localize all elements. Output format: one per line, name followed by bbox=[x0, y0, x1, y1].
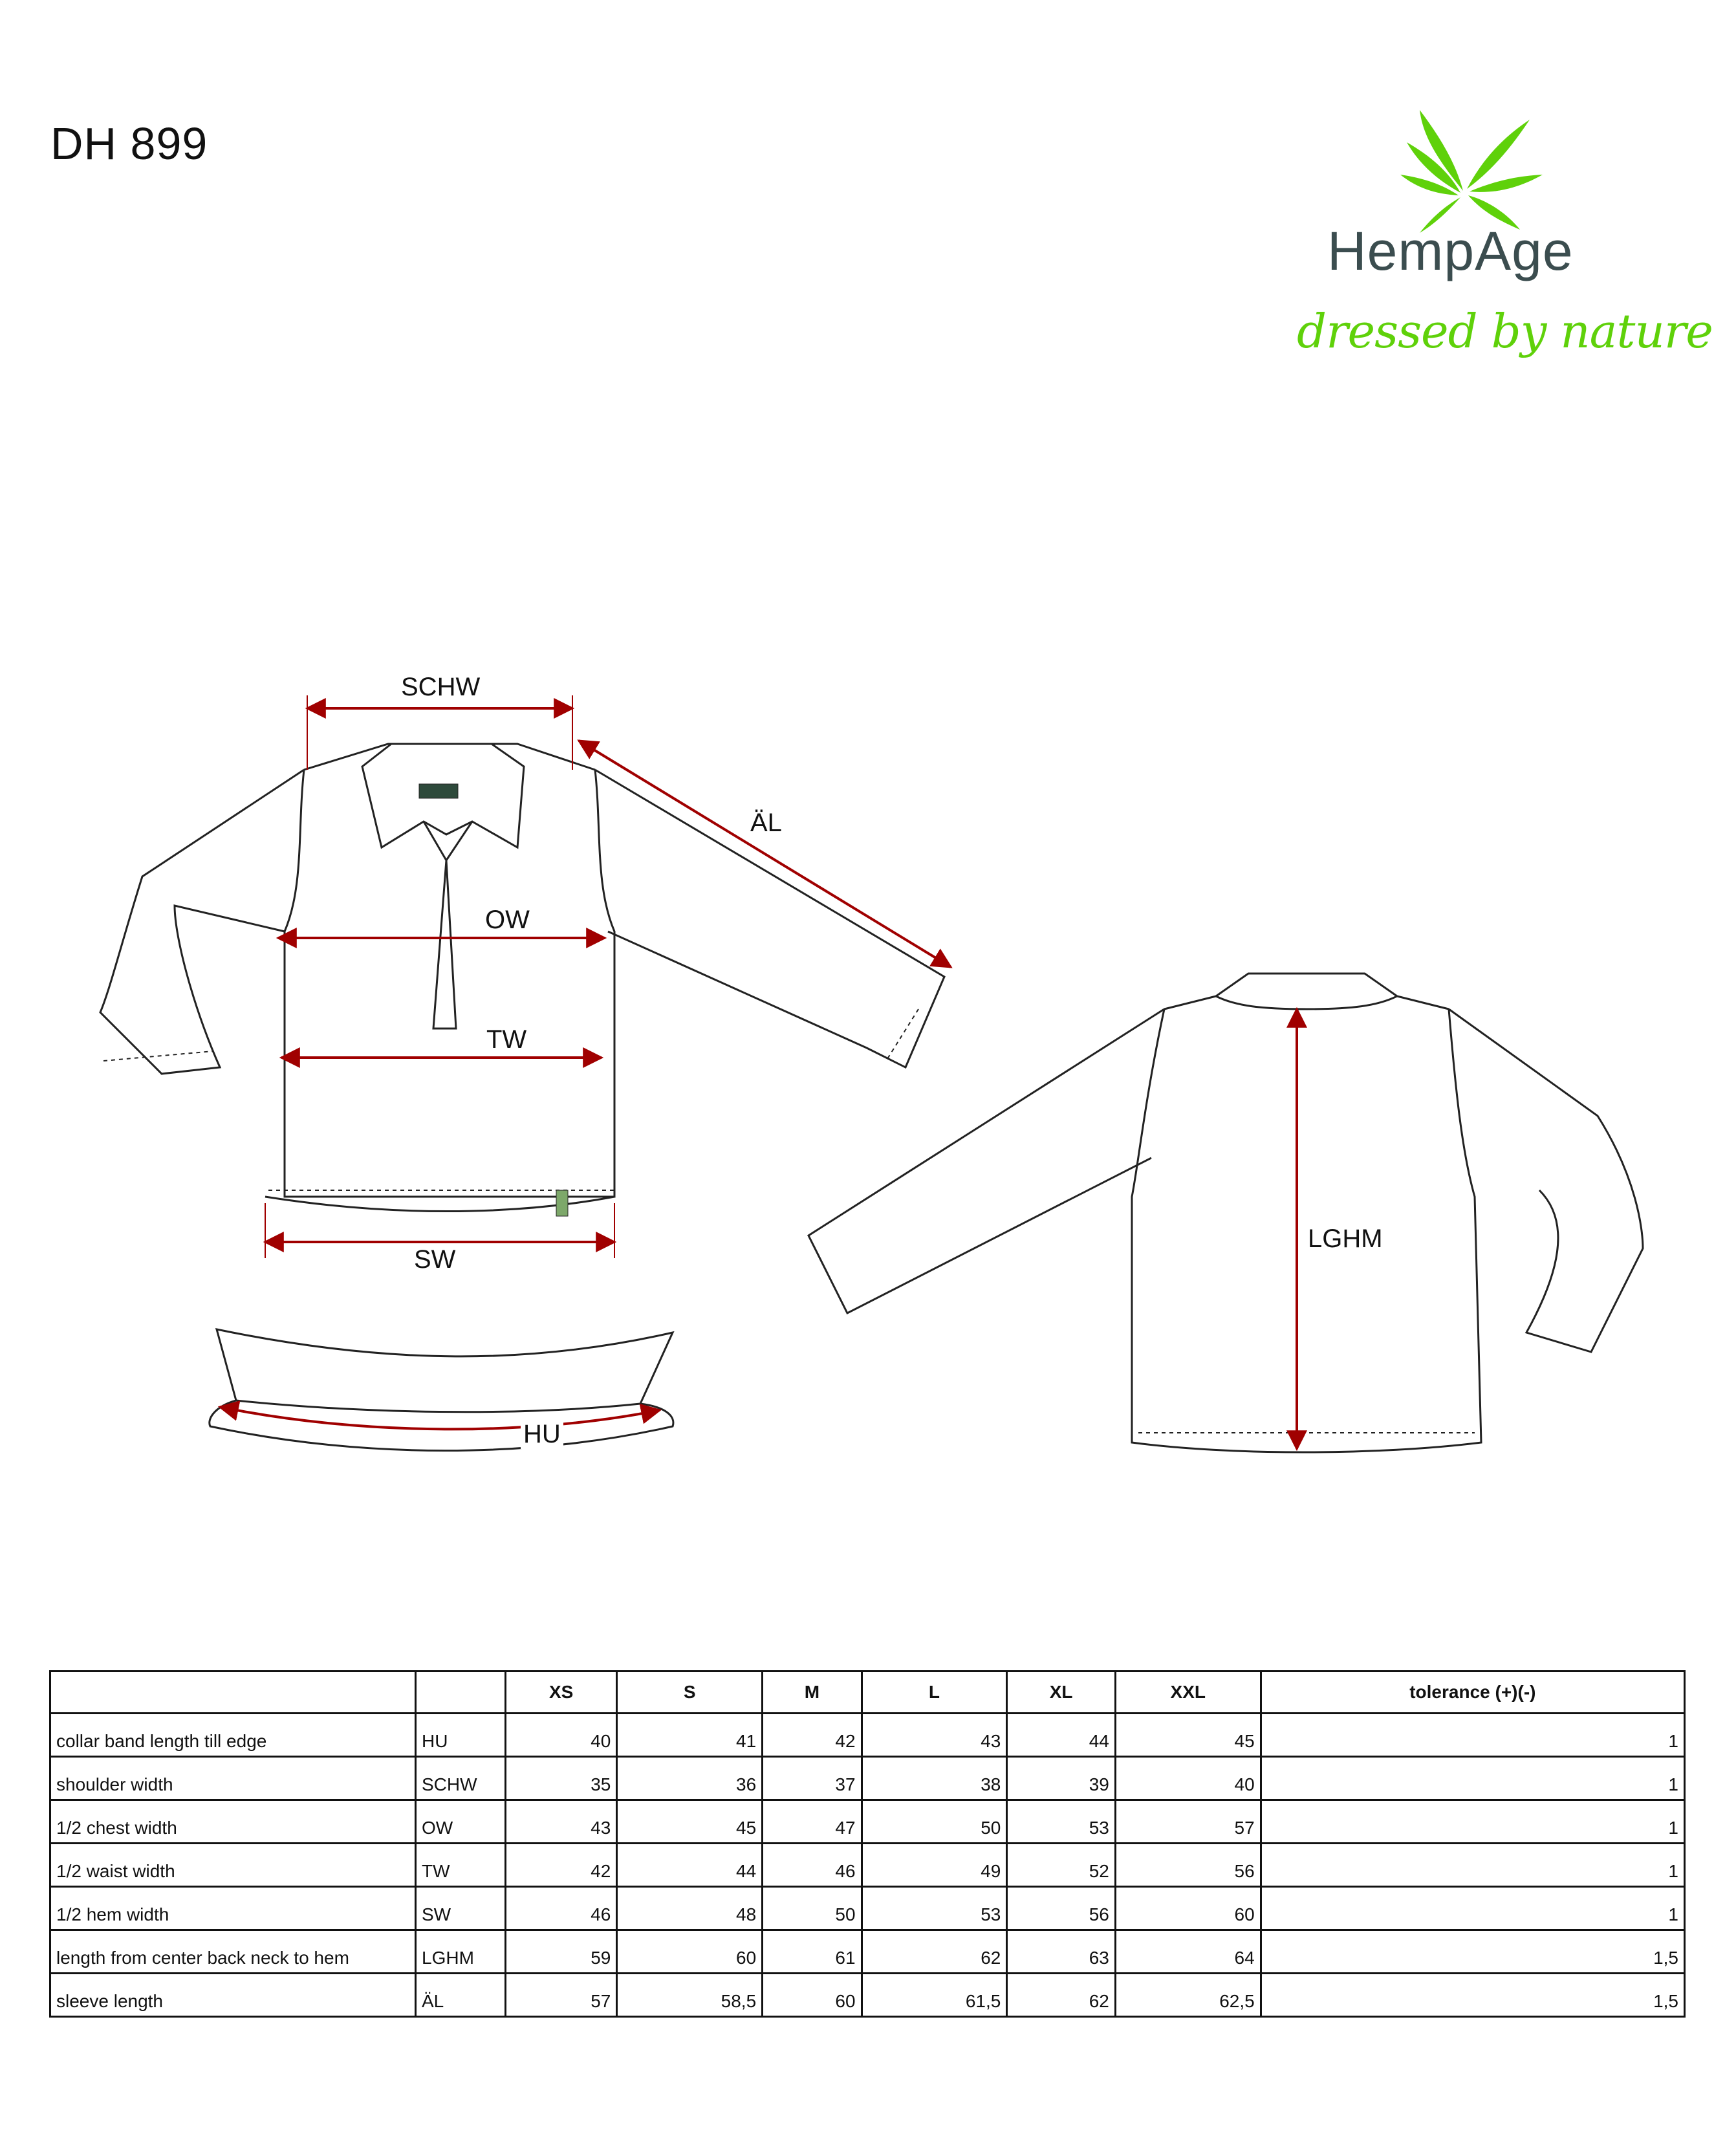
measurement-description: 1/2 waist width bbox=[50, 1844, 416, 1887]
label-hu: HU bbox=[521, 1420, 563, 1449]
size-value-cell: 39 bbox=[1007, 1757, 1116, 1800]
brand-tagline: dressed by nature bbox=[1297, 304, 1713, 358]
size-value-cell: 52 bbox=[1007, 1844, 1116, 1887]
measurement-description: 1/2 hem width bbox=[50, 1887, 416, 1930]
header-xl: XL bbox=[1007, 1671, 1116, 1714]
table-row bbox=[50, 1757, 1685, 1800]
size-value-cell: 45 bbox=[1115, 1714, 1261, 1757]
measurement-description: shoulder width bbox=[50, 1757, 416, 1800]
size-value-cell: 60 bbox=[1115, 1887, 1261, 1930]
measurement-code: TW bbox=[416, 1844, 506, 1887]
table-row bbox=[50, 1930, 1685, 1974]
measurement-code: OW bbox=[416, 1800, 506, 1844]
size-value-cell: 61 bbox=[763, 1930, 862, 1974]
header-xs: XS bbox=[506, 1671, 617, 1714]
size-value-cell: 46 bbox=[763, 1844, 862, 1887]
label-sw: SW bbox=[414, 1245, 456, 1274]
tolerance-cell: 1 bbox=[1261, 1844, 1684, 1887]
size-value-cell: 40 bbox=[1115, 1757, 1261, 1800]
measurement-description: sleeve length bbox=[50, 1974, 416, 2017]
tolerance-cell: 1 bbox=[1261, 1887, 1684, 1930]
tolerance-cell: 1 bbox=[1261, 1714, 1684, 1757]
label-ow: OW bbox=[485, 906, 530, 934]
size-value-cell: 42 bbox=[763, 1714, 862, 1757]
measurement-code: ÄL bbox=[416, 1974, 506, 2017]
size-value-cell: 46 bbox=[506, 1887, 617, 1930]
size-value-cell: 63 bbox=[1007, 1930, 1116, 1974]
size-value-cell: 43 bbox=[862, 1714, 1007, 1757]
size-value-cell: 60 bbox=[763, 1974, 862, 2017]
table-row bbox=[50, 1844, 1685, 1887]
measurement-code: SW bbox=[416, 1887, 506, 1930]
front-view bbox=[100, 744, 944, 1216]
tolerance-cell: 1 bbox=[1261, 1757, 1684, 1800]
size-value-cell: 53 bbox=[1007, 1800, 1116, 1844]
tolerance-cell: 1,5 bbox=[1261, 1930, 1684, 1974]
size-value-cell: 62 bbox=[862, 1930, 1007, 1974]
measurement-description: 1/2 chest width bbox=[50, 1800, 416, 1844]
measurement-code: HU bbox=[416, 1714, 506, 1757]
header-s: S bbox=[617, 1671, 763, 1714]
size-value-cell: 50 bbox=[763, 1887, 862, 1930]
size-value-cell: 62,5 bbox=[1115, 1974, 1261, 2017]
size-value-cell: 40 bbox=[506, 1714, 617, 1757]
size-value-cell: 36 bbox=[617, 1757, 763, 1800]
size-value-cell: 57 bbox=[506, 1974, 617, 2017]
size-value-cell: 37 bbox=[763, 1757, 862, 1800]
label-lghm: LGHM bbox=[1308, 1225, 1383, 1253]
table-row bbox=[50, 1714, 1685, 1757]
size-value-cell: 56 bbox=[1115, 1844, 1261, 1887]
measurement-code: SCHW bbox=[416, 1757, 506, 1800]
header-m: M bbox=[763, 1671, 862, 1714]
size-value-cell: 57 bbox=[1115, 1800, 1261, 1844]
size-value-cell: 48 bbox=[617, 1887, 763, 1930]
measurement-description: collar band length till edge bbox=[50, 1714, 416, 1757]
tolerance-cell: 1,5 bbox=[1261, 1974, 1684, 2017]
header-l: L bbox=[862, 1671, 1007, 1714]
brand-name: HempAge bbox=[1327, 221, 1574, 281]
table-row bbox=[50, 1887, 1685, 1930]
back-view bbox=[808, 974, 1643, 1452]
size-value-cell: 50 bbox=[862, 1800, 1007, 1844]
size-value-cell: 61,5 bbox=[862, 1974, 1007, 2017]
size-value-cell: 45 bbox=[617, 1800, 763, 1844]
measurement-code: LGHM bbox=[416, 1930, 506, 1974]
header-desc bbox=[50, 1671, 416, 1714]
table-header-row bbox=[50, 1671, 1685, 1714]
size-chart-table bbox=[49, 1670, 1686, 2018]
size-value-cell: 47 bbox=[763, 1800, 862, 1844]
size-value-cell: 42 bbox=[506, 1844, 617, 1887]
size-value-cell: 53 bbox=[862, 1887, 1007, 1930]
al-arrow bbox=[579, 741, 951, 967]
measurement-description: length from center back neck to hem bbox=[50, 1930, 416, 1974]
size-value-cell: 64 bbox=[1115, 1930, 1261, 1974]
size-value-cell: 49 bbox=[862, 1844, 1007, 1887]
size-value-cell: 41 bbox=[617, 1714, 763, 1757]
size-value-cell: 58,5 bbox=[617, 1974, 763, 2017]
size-value-cell: 62 bbox=[1007, 1974, 1116, 2017]
label-tw: TW bbox=[486, 1025, 527, 1054]
label-schw: SCHW bbox=[401, 673, 481, 701]
size-value-cell: 56 bbox=[1007, 1887, 1116, 1930]
size-value-cell: 44 bbox=[1007, 1714, 1116, 1757]
table-row bbox=[50, 1800, 1685, 1844]
table-row bbox=[50, 1974, 1685, 2017]
hu-arrow bbox=[220, 1407, 660, 1429]
size-value-cell: 59 bbox=[506, 1930, 617, 1974]
tolerance-cell: 1 bbox=[1261, 1800, 1684, 1844]
collar-detail bbox=[210, 1329, 673, 1451]
header-xxl: XXL bbox=[1115, 1671, 1261, 1714]
size-value-cell: 60 bbox=[617, 1930, 763, 1974]
size-value-cell: 43 bbox=[506, 1800, 617, 1844]
size-value-cell: 44 bbox=[617, 1844, 763, 1887]
header-tolerance: tolerance (+)(-) bbox=[1261, 1671, 1684, 1714]
style-number: DH 899 bbox=[50, 118, 208, 169]
header-code bbox=[416, 1671, 506, 1714]
size-value-cell: 35 bbox=[506, 1757, 617, 1800]
size-value-cell: 38 bbox=[862, 1757, 1007, 1800]
label-al: ÄL bbox=[750, 809, 782, 837]
